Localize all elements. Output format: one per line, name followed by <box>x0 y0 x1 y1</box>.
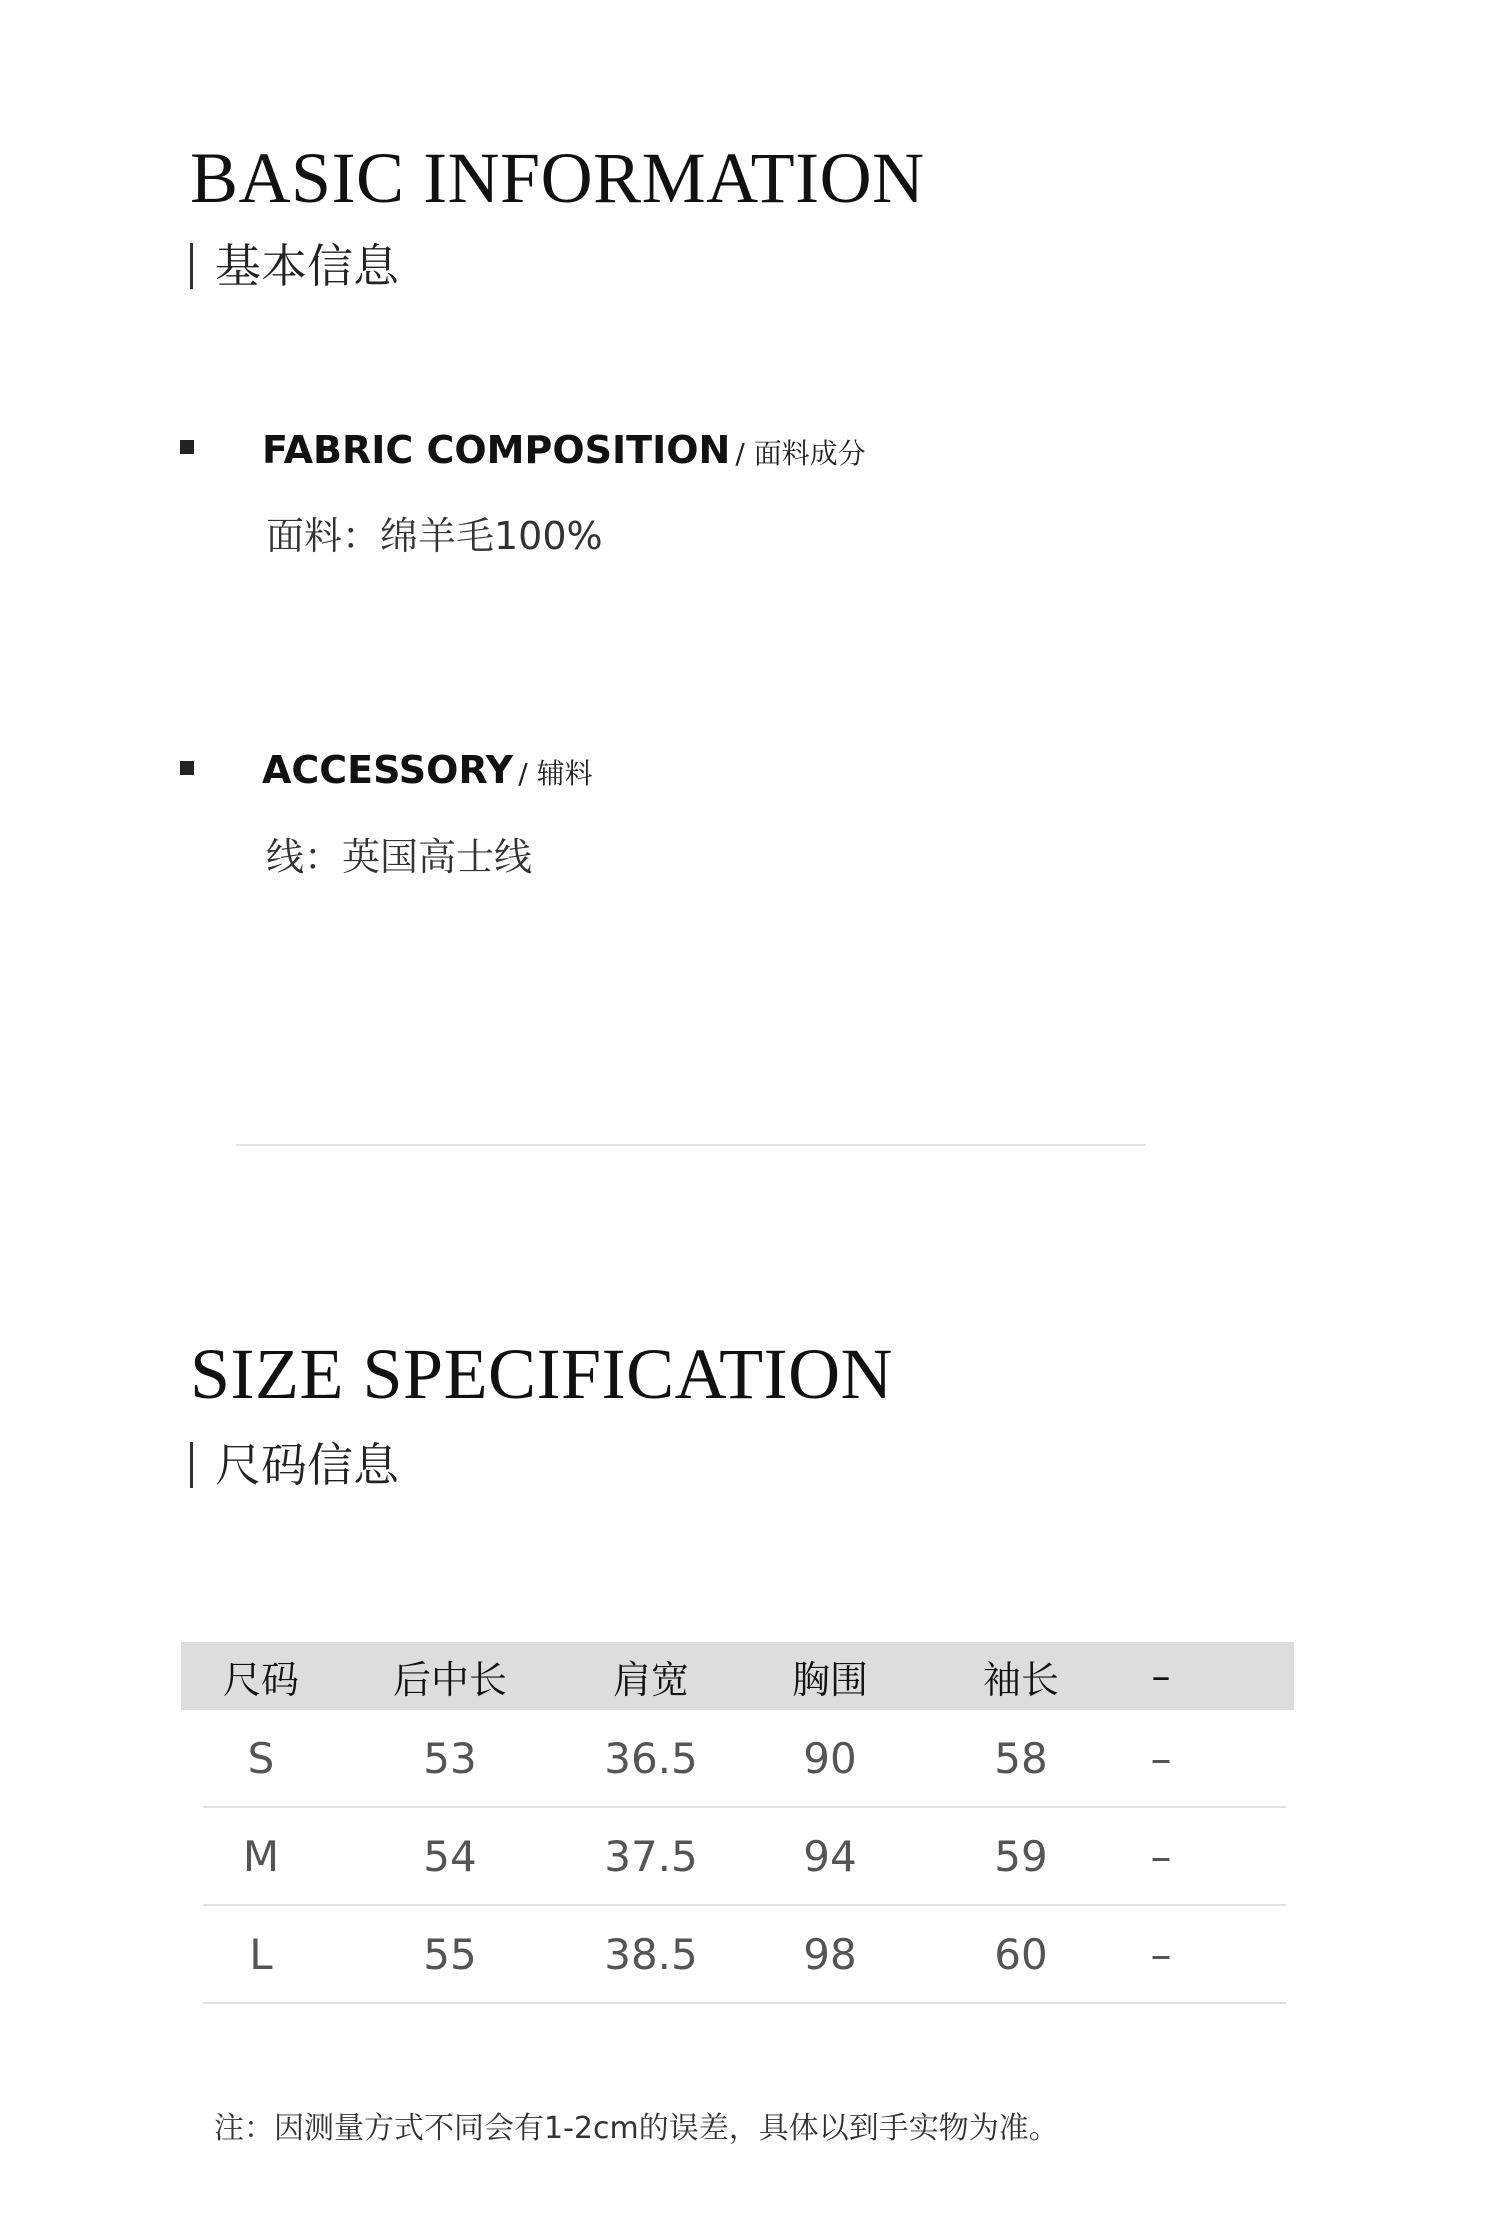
row-back-length: 53 <box>423 1733 477 1783</box>
row-sleeve: 60 <box>994 1929 1048 1979</box>
row-extra: – <box>1150 1733 1172 1783</box>
section-divider <box>236 1144 1146 1146</box>
basic-info-subtitle-text: 基本信息 <box>215 239 399 293</box>
size-spec-subtitle <box>190 1438 399 1492</box>
size-spec-subtitle-text: 尺码信息 <box>215 1438 399 1492</box>
row-sleeve: 59 <box>994 1831 1048 1881</box>
row-chest: 90 <box>803 1733 857 1783</box>
accessory-label <box>262 748 593 792</box>
fabric-label-cn: / 面料成分 <box>735 437 866 470</box>
accessory-label-cn: / 辅料 <box>518 757 593 790</box>
fabric-value: 面料：绵羊毛100% <box>266 514 603 558</box>
header-shoulder: 肩宽 <box>612 1657 689 1702</box>
measurement-note: 注：因测量方式不同会有1-2cm的误差，具体以到手实物为准。 <box>214 2111 1059 2146</box>
row-extra: – <box>1150 1831 1172 1881</box>
row-chest: 94 <box>803 1831 857 1881</box>
fabric-label <box>262 428 866 472</box>
table-row <box>203 1710 1286 1808</box>
row-chest: 98 <box>803 1929 857 1979</box>
row-extra: – <box>1150 1929 1172 1979</box>
accessory-label-en: ACCESSORY <box>262 748 514 792</box>
table-row <box>203 1808 1286 1906</box>
row-shoulder: 38.5 <box>604 1929 698 1979</box>
row-shoulder: 37.5 <box>604 1831 698 1881</box>
table-row <box>203 1906 1286 2004</box>
size-table <box>181 1642 1294 2004</box>
accessory-value: 线：英国高士线 <box>266 835 533 879</box>
row-back-length: 54 <box>423 1831 477 1881</box>
basic-info-subtitle <box>190 239 399 293</box>
subtitle-bar <box>190 243 193 289</box>
fabric-label-en: FABRIC COMPOSITION <box>262 428 731 472</box>
header-size: 尺码 <box>222 1657 299 1702</box>
row-shoulder: 36.5 <box>604 1733 698 1783</box>
basic-info-title: BASIC INFORMATION <box>190 138 925 218</box>
row-back-length: 55 <box>423 1929 477 1979</box>
fabric-bullet-icon <box>180 440 194 454</box>
header-back-length: 后中长 <box>392 1657 507 1702</box>
header-sleeve: 袖长 <box>982 1657 1059 1702</box>
subtitle-bar <box>190 1442 193 1488</box>
header-chest: 胸围 <box>791 1657 868 1702</box>
row-size: M <box>242 1831 280 1881</box>
header-extra: – <box>1151 1654 1171 1698</box>
row-sleeve: 58 <box>994 1733 1048 1783</box>
size-spec-title: SIZE SPECIFICATION <box>190 1334 894 1414</box>
size-table-header <box>181 1642 1294 1710</box>
row-size: L <box>249 1929 273 1979</box>
row-size: S <box>247 1733 275 1783</box>
accessory-bullet-icon <box>180 761 194 775</box>
